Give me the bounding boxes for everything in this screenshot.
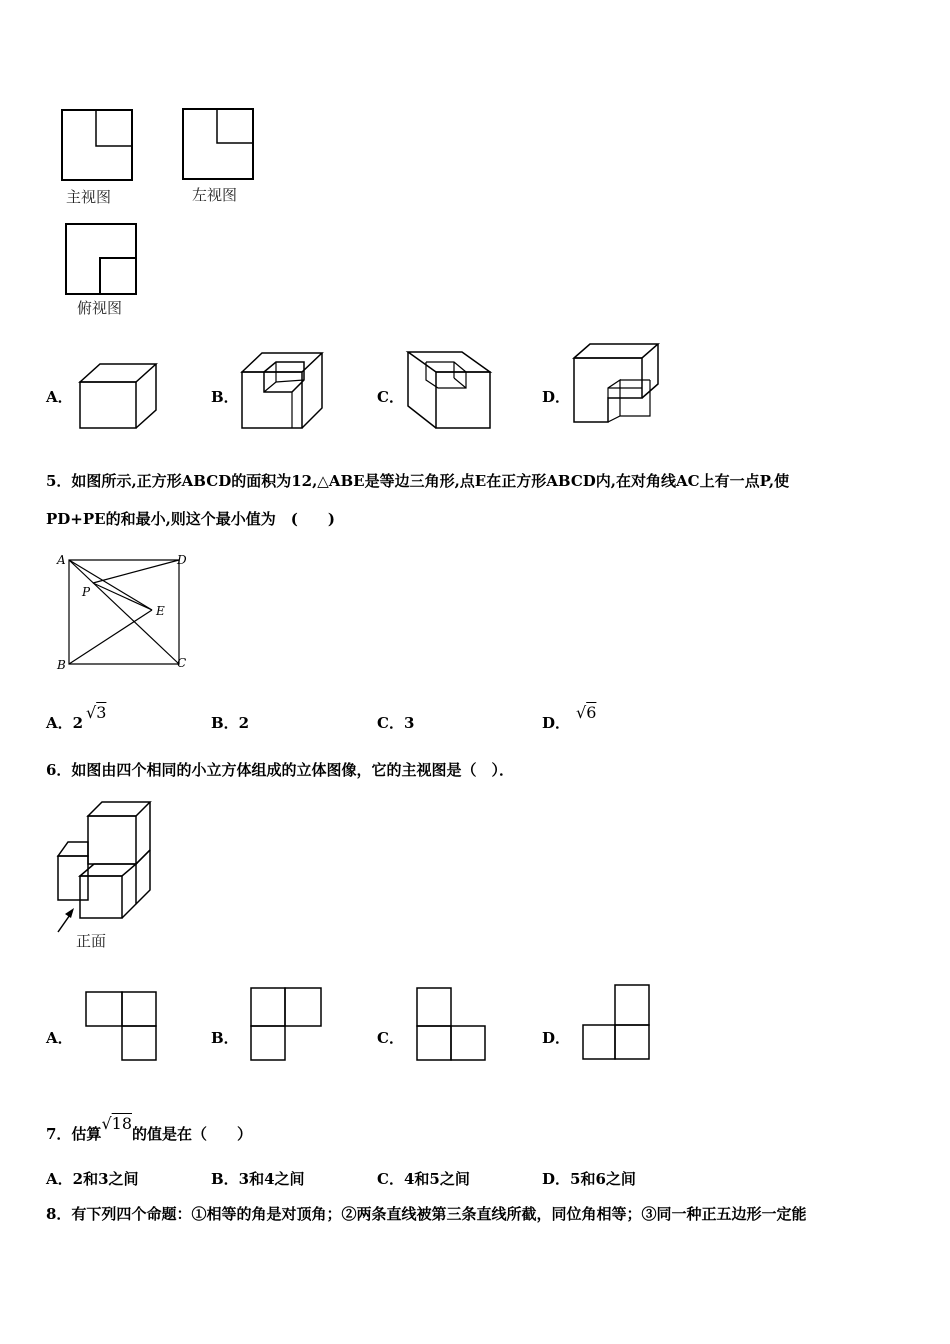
q5-option-a-label: A．2 (46, 714, 84, 732)
q5-option-d-sqrt: √6 (576, 703, 597, 722)
q7-option-d: D．5和6之间 (542, 1170, 636, 1188)
q7-option-c: C．4和5之间 (377, 1170, 470, 1188)
q4-option-c-label: C． (377, 388, 404, 406)
q6-option-c-figure (415, 986, 489, 1064)
q7-question (46, 1114, 253, 1144)
q5-label-e: E (156, 604, 165, 618)
q7-option-b: B．3和4之间 (211, 1170, 305, 1188)
q5-option-b: B．2 (211, 714, 250, 732)
q6-option-b-label: B． (211, 1029, 239, 1047)
q5-label-c: C (177, 656, 187, 670)
q5-label-p: P (82, 585, 91, 599)
q5-square-diagram (55, 552, 195, 674)
q7-option-a: A．2和3之间 (46, 1170, 139, 1188)
q6-option-b-figure (249, 986, 325, 1064)
q4-front-view-figure (60, 108, 136, 184)
q6-option-d-figure (581, 983, 655, 1063)
q8-question: 8．有下列四个命题：①相等的角是对顶角；②两条直线被第三条直线所截，同位角相等；③同一种正五边形一定能 (46, 1205, 807, 1223)
q6-option-a-figure (84, 990, 160, 1064)
q7-suffix: 的值是在（ ） (132, 1125, 253, 1143)
q6-front-label: 正面 (76, 932, 107, 950)
q4-option-b-label: B． (211, 388, 239, 406)
q4-left-view-label: 左视图 (192, 186, 238, 204)
q5-option-a-sqrt: √3 (86, 703, 107, 722)
q5-label-b: B (57, 658, 66, 672)
q4-option-b-figure (240, 350, 326, 432)
q5-question-line1: 5．如图所示,正方形ABCD的面积为12,△ABE是等边三角形,点E在正方形ABCD内,在对角线AC上有一点P,使 (46, 472, 790, 490)
q5-option-d: D． (542, 714, 571, 732)
q6-option-a-label: A． (46, 1029, 73, 1047)
q5-option-a-radicand: 3 (96, 703, 107, 722)
q7-sqrt: √18 (101, 1114, 132, 1133)
q4-front-view-label: 主视图 (66, 188, 112, 206)
q7-radicand: 18 (111, 1114, 132, 1133)
q6-option-c-label: C． (377, 1029, 404, 1047)
q4-option-d-figure (570, 342, 662, 426)
q4-left-view-figure (181, 107, 257, 183)
q4-option-a-label: A． (46, 388, 73, 406)
q5-option-a (46, 712, 83, 733)
q6-option-d-label: D． (542, 1029, 571, 1047)
q4-option-c-figure (404, 348, 494, 432)
q5-label-d: D (177, 553, 187, 567)
q4-option-a-figure (78, 360, 160, 432)
q6-cubes-figure (50, 798, 160, 948)
q4-option-d-label: D． (542, 388, 571, 406)
q5-question-line2: PD+PE的和最小,则这个最小值为 ( ) (46, 510, 335, 528)
q4-top-view-figure (64, 222, 140, 298)
q5-option-d-radicand: 6 (586, 703, 597, 722)
q4-top-view-label: 俯视图 (77, 299, 123, 317)
q5-label-a: A (57, 553, 66, 567)
q5-option-c: C．3 (377, 714, 415, 732)
q6-question: 6．如图由四个相同的小立方体组成的立体图像，它的主视图是（ ）． (46, 761, 514, 779)
q7-prefix: 7．估算 (46, 1125, 102, 1143)
